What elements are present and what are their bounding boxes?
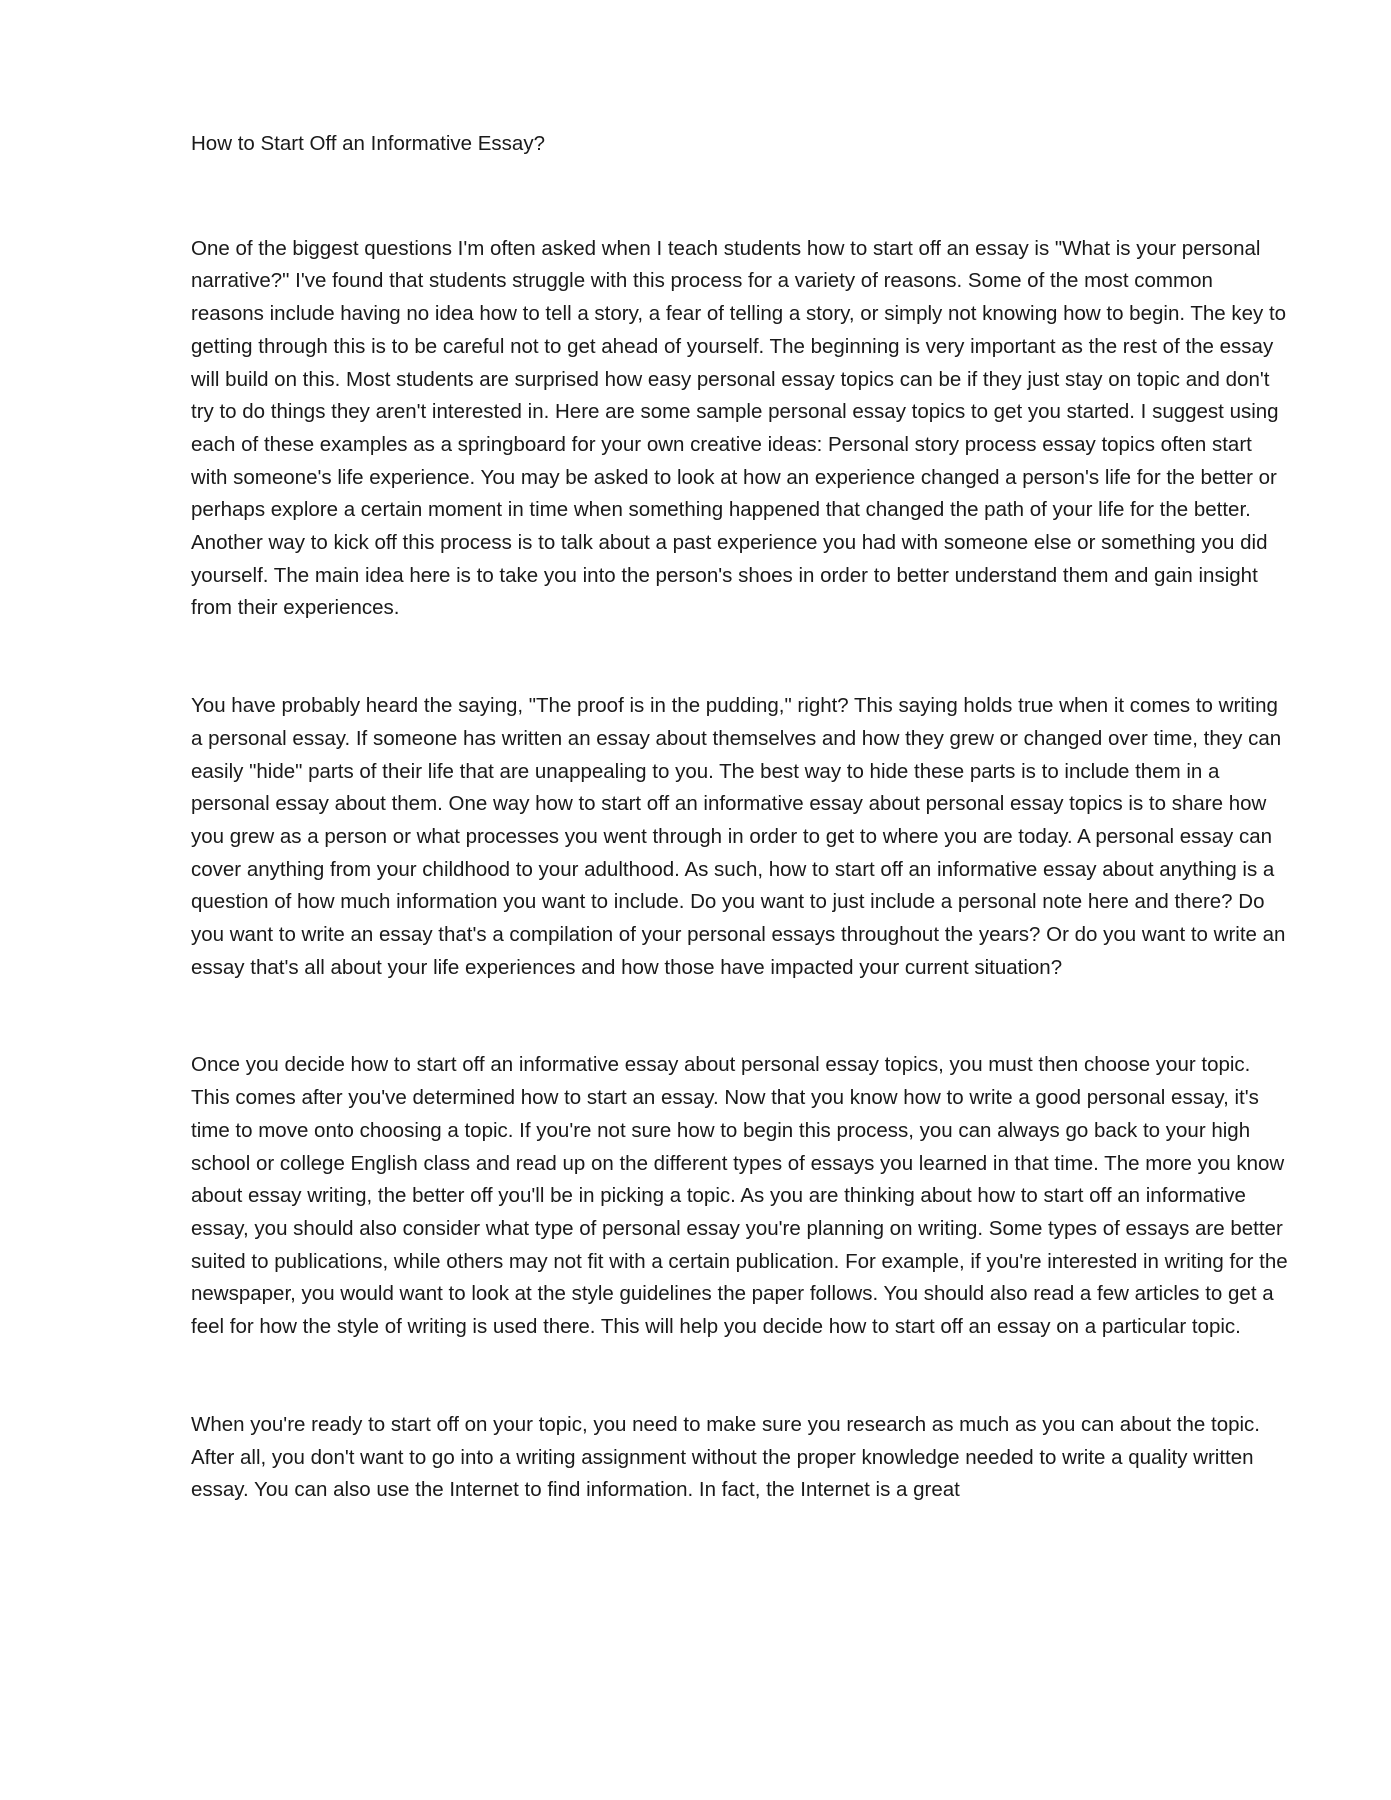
document-title: How to Start Off an Informative Essay? [191, 132, 545, 155]
paragraph-4: When you're ready to start off on your topic, you need to make sure you research as much as you can about the topic. After all, you don't want to go into a writing assignment without the proper knowledge needed to write a quality written essay. You can also use the Internet to find information. In fact, the Internet is a great [191, 1412, 1260, 1502]
paragraph-1: One of the biggest questions I'm often asked when I teach students how to start off an essay is "What is your personal narrative?" I've found that students struggle with this process for a variety of reasons. Some of the most common reasons include having no idea how to tell a story, a fear of telling a story, or simply not knowing how to begin. The key to getting through this is to be careful not to get ahead of yourself. The beginning is very important as the rest of the essay will build on this. Most students are surprised how easy personal essay topics can be if they just stay on topic and don't try to do things they aren't interested in. Here are some sample personal essay topics to get you started. I suggest using each of these examples as a springboard for your own creative ideas: Personal story process essay topics often start with someone's life experience. You may be asked to look at how an experience changed a person's life for the better or perhaps explore a certain moment in time when something happened that changed the path of your life for the better. Another way to kick off this process is to talk about a past experience you had with someone else or something you did yourself. The main idea here is to take you into the person's shoes in order to better understand them and gain insight from their experiences. [191, 236, 1287, 620]
paragraph-2: You have probably heard the saying, "The proof is in the pudding," right? This saying holds true when it comes to writing a personal essay. If someone has written an essay about themselves and how they grew or changed over time, they can easily "hide" parts of their life that are unappealing to you. The best way to hide these parts is to include them in a personal essay about them. One way how to start off an informative essay about personal essay topics is to share how you grew as a person or what processes you went through in order to get to where you are today. A personal essay can cover anything from your childhood to your adulthood. As such, how to start off an informative essay about anything is a question of how much information you want to include. Do you want to just include a personal note here and there? Do you want to write an essay that's a compilation of your personal essays throughout the years? Or do you want to write an essay that's all about your life experiences and how those have impacted your current situation? [191, 694, 1286, 979]
document-body [191, 128, 1291, 1507]
paragraph-3: Once you decide how to start off an informative essay about personal essay topics, you must then choose your topic. This comes after you've determined how to start an essay. Now that you know how to write a good personal essay, it's time to move onto choosing a topic. If you're not sure how to begin this process, you can always go back to your high school or college English class and read up on the different types of essays you learned in that time. The more you know about essay writing, the better off you'll be in picking a topic. As you are thinking about how to start off an informative essay, you should also consider what type of personal essay you're planning on writing. Some types of essays are better suited to publications, while others may not fit with a certain publication. For example, if you're interested in writing for the newspaper, you would want to look at the style guidelines the paper follows. You should also read a few articles to get a feel for how the style of writing is used there. This will help you decide how to start off an essay on a particular topic. [191, 1053, 1288, 1339]
